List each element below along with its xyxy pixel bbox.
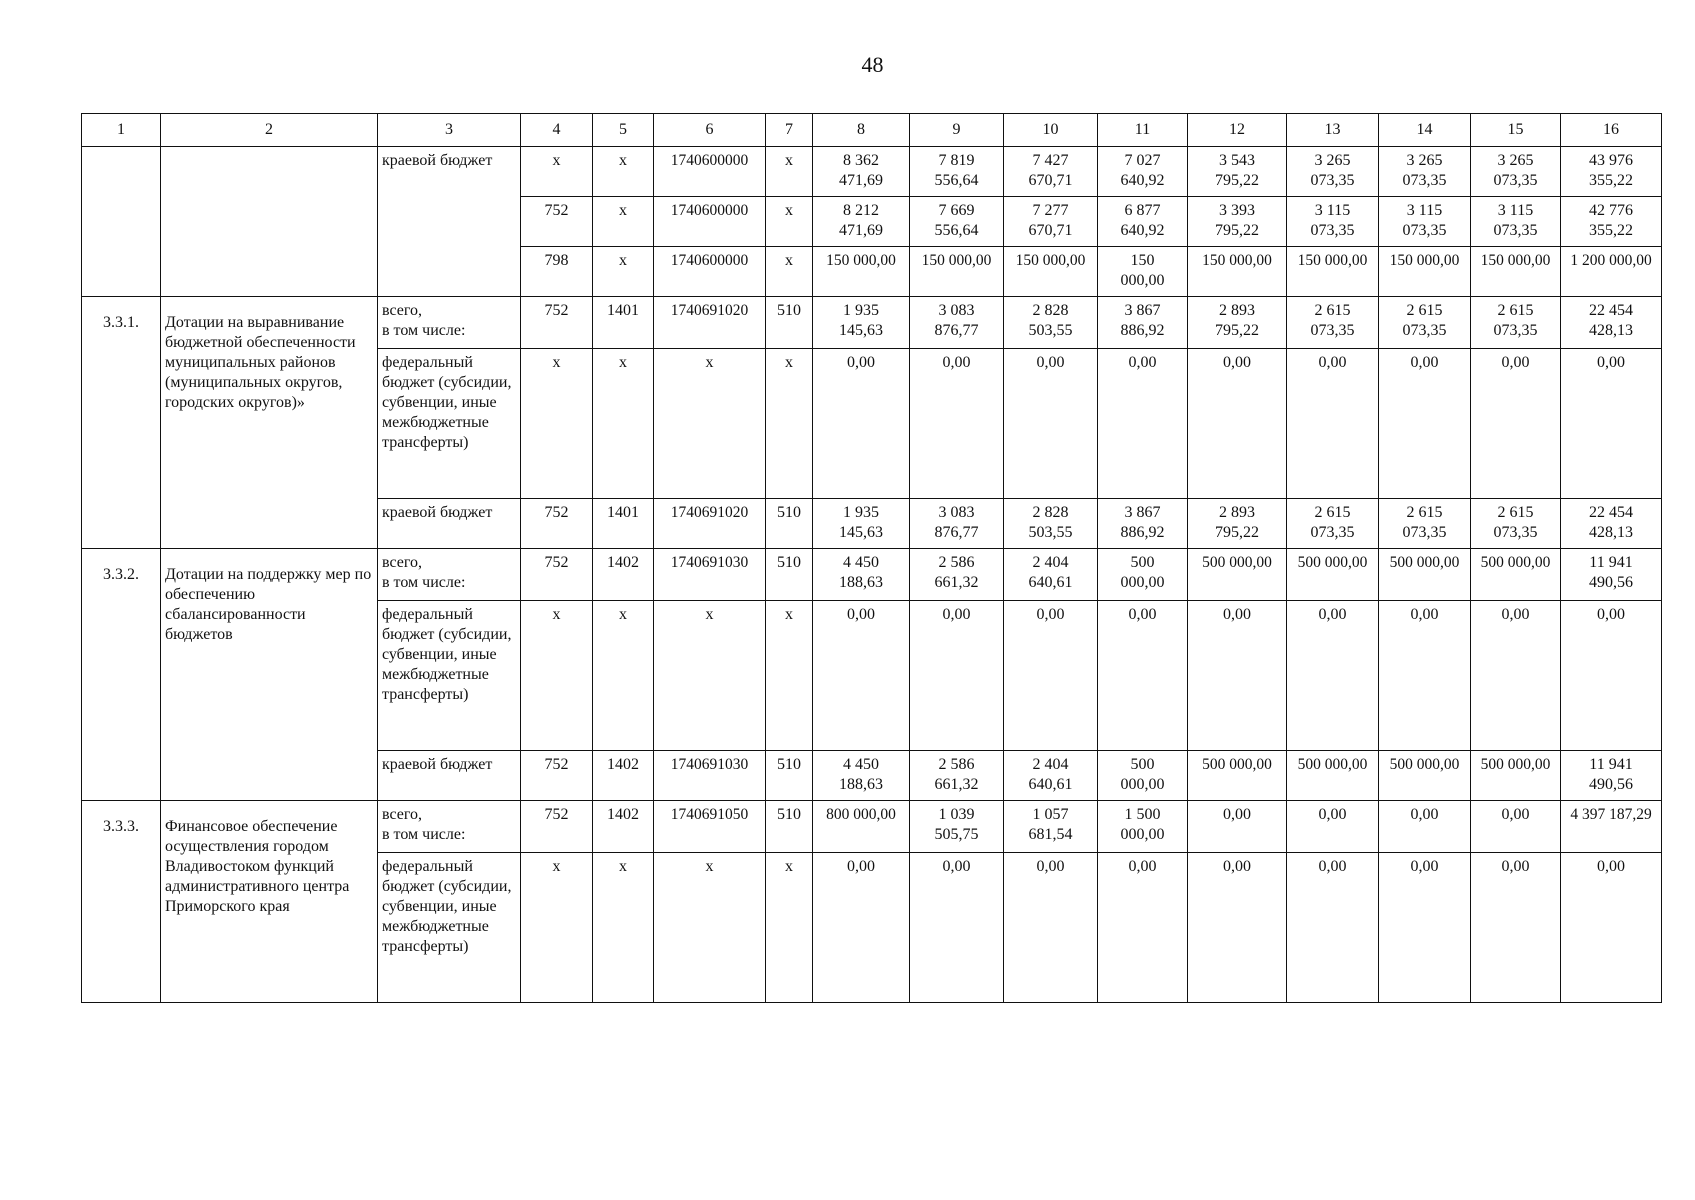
- table-cell: 0,00: [1188, 801, 1287, 853]
- table-cell: 500 000,00: [1188, 751, 1287, 801]
- table-cell: 510: [766, 297, 813, 349]
- table-cell: 1740691030: [654, 751, 766, 801]
- column-header: 9: [910, 114, 1004, 147]
- column-header: 14: [1379, 114, 1471, 147]
- table-cell: 752: [521, 499, 593, 549]
- table-cell: x: [766, 197, 813, 247]
- table-cell: 1 057 681,54: [1004, 801, 1098, 853]
- table-cell: x: [593, 247, 654, 297]
- table-cell: 4 450 188,63: [813, 751, 910, 801]
- column-header: 16: [1561, 114, 1662, 147]
- table-row: [82, 147, 1662, 197]
- table-cell: 500 000,00: [1287, 549, 1379, 601]
- column-header: 11: [1098, 114, 1188, 147]
- table-cell: 500 000,00: [1098, 751, 1188, 801]
- table-cell: 150 000,00: [910, 247, 1004, 297]
- table-cell: 1 935 145,63: [813, 297, 910, 349]
- table-cell: 11 941 490,56: [1561, 549, 1662, 601]
- source-label: всего, в том числе:: [378, 801, 521, 853]
- table-cell: 3 867 886,92: [1098, 297, 1188, 349]
- column-header: 13: [1287, 114, 1379, 147]
- table-cell: 150 000,00: [1471, 247, 1561, 297]
- column-header: 12: [1188, 114, 1287, 147]
- table-cell: x: [654, 601, 766, 751]
- table-cell: 3 115 073,35: [1287, 197, 1379, 247]
- table-cell: 0,00: [813, 853, 910, 1003]
- table-cell: 0,00: [1287, 853, 1379, 1003]
- table-cell: 1402: [593, 801, 654, 853]
- table-cell: 150 000,00: [1098, 247, 1188, 297]
- table-cell: 0,00: [1287, 349, 1379, 499]
- table-cell: 0,00: [1471, 853, 1561, 1003]
- table-cell: 0,00: [1561, 601, 1662, 751]
- table-cell: 150 000,00: [1004, 247, 1098, 297]
- source-label: всего, в том числе:: [378, 297, 521, 349]
- table-cell: 0,00: [1379, 853, 1471, 1003]
- column-header: 15: [1471, 114, 1561, 147]
- table-cell: x: [654, 349, 766, 499]
- table-cell: 1 039 505,75: [910, 801, 1004, 853]
- header-row: [82, 114, 1662, 147]
- table-cell: 0,00: [1471, 801, 1561, 853]
- table-cell: 1 200 000,00: [1561, 247, 1662, 297]
- table-cell: x: [521, 147, 593, 197]
- table-cell: 11 941 490,56: [1561, 751, 1662, 801]
- table-cell: 0,00: [1471, 349, 1561, 499]
- table-cell: 510: [766, 751, 813, 801]
- empty-cell: [161, 147, 378, 297]
- source-label: федеральный бюджет (субсидии, субвенции, иные межбюджетные трансферты): [378, 853, 521, 1003]
- table-cell: 0,00: [1188, 853, 1287, 1003]
- table-cell: 2 404 640,61: [1004, 751, 1098, 801]
- table-cell: 3 265 073,35: [1379, 147, 1471, 197]
- table-cell: 1740600000: [654, 247, 766, 297]
- column-header: 6: [654, 114, 766, 147]
- table-row: [82, 297, 1662, 349]
- table-body: [82, 114, 1662, 1003]
- table-cell: 2 615 073,35: [1379, 297, 1471, 349]
- table-cell: x: [521, 601, 593, 751]
- table-cell: 798: [521, 247, 593, 297]
- item-number: 3.3.2.: [82, 549, 161, 801]
- table-cell: x: [766, 349, 813, 499]
- table-cell: x: [593, 147, 654, 197]
- table-cell: 1740691030: [654, 549, 766, 601]
- table-cell: 3 083 876,77: [910, 297, 1004, 349]
- table-cell: 0,00: [1098, 601, 1188, 751]
- table-cell: 22 454 428,13: [1561, 297, 1662, 349]
- table-cell: 500 000,00: [1188, 549, 1287, 601]
- table-cell: 1 935 145,63: [813, 499, 910, 549]
- table-cell: 752: [521, 801, 593, 853]
- column-header: 10: [1004, 114, 1098, 147]
- table-cell: 500 000,00: [1098, 549, 1188, 601]
- table-cell: 0,00: [813, 601, 910, 751]
- table-cell: 150 000,00: [1287, 247, 1379, 297]
- table-cell: 500 000,00: [1471, 751, 1561, 801]
- table-cell: 0,00: [1004, 853, 1098, 1003]
- table-cell: 4 397 187,29: [1561, 801, 1662, 853]
- table-cell: 2 615 073,35: [1379, 499, 1471, 549]
- table-cell: 800 000,00: [813, 801, 910, 853]
- table-cell: 0,00: [910, 853, 1004, 1003]
- table-cell: 1401: [593, 499, 654, 549]
- empty-cell: [82, 147, 161, 297]
- table-cell: 0,00: [1004, 349, 1098, 499]
- column-header: 1: [82, 114, 161, 147]
- column-header: 4: [521, 114, 593, 147]
- table-cell: 0,00: [1188, 601, 1287, 751]
- table-cell: x: [593, 349, 654, 499]
- table-cell: 0,00: [1379, 349, 1471, 499]
- table-cell: 22 454 428,13: [1561, 499, 1662, 549]
- table-cell: 150 000,00: [1188, 247, 1287, 297]
- table-cell: x: [654, 853, 766, 1003]
- table-cell: 150 000,00: [1379, 247, 1471, 297]
- table-cell: 500 000,00: [1379, 549, 1471, 601]
- table-cell: 0,00: [1287, 601, 1379, 751]
- table-cell: x: [766, 853, 813, 1003]
- table-cell: 2 828 503,55: [1004, 297, 1098, 349]
- table-cell: 150 000,00: [813, 247, 910, 297]
- table-cell: 2 615 073,35: [1471, 297, 1561, 349]
- table-cell: 8 212 471,69: [813, 197, 910, 247]
- table-cell: 3 867 886,92: [1098, 499, 1188, 549]
- table-cell: 0,00: [1098, 853, 1188, 1003]
- table-cell: 7 819 556,64: [910, 147, 1004, 197]
- table-cell: x: [766, 601, 813, 751]
- column-header: 5: [593, 114, 654, 147]
- column-header: 3: [378, 114, 521, 147]
- budget-table: [81, 113, 1662, 1003]
- table-cell: x: [593, 601, 654, 751]
- source-label: всего, в том числе:: [378, 549, 521, 601]
- table-cell: 2 615 073,35: [1287, 499, 1379, 549]
- table-cell: 2 893 795,22: [1188, 499, 1287, 549]
- table-cell: 43 976 355,22: [1561, 147, 1662, 197]
- table-cell: 3 543 795,22: [1188, 147, 1287, 197]
- table-cell: 500 000,00: [1471, 549, 1561, 601]
- table-cell: 0,00: [1098, 349, 1188, 499]
- table-cell: 752: [521, 549, 593, 601]
- table-cell: 1740600000: [654, 197, 766, 247]
- table-cell: 4 450 188,63: [813, 549, 910, 601]
- table-cell: 510: [766, 549, 813, 601]
- table-cell: 752: [521, 197, 593, 247]
- table-row: [82, 549, 1662, 601]
- table-cell: 2 404 640,61: [1004, 549, 1098, 601]
- table-cell: 3 265 073,35: [1287, 147, 1379, 197]
- source-label: краевой бюджет: [378, 147, 521, 297]
- table-cell: 0,00: [1188, 349, 1287, 499]
- table-cell: 0,00: [1561, 853, 1662, 1003]
- table-cell: 3 115 073,35: [1379, 197, 1471, 247]
- source-label: федеральный бюджет (субсидии, субвенции, иные межбюджетные трансферты): [378, 601, 521, 751]
- table-cell: x: [766, 147, 813, 197]
- table-cell: 2 828 503,55: [1004, 499, 1098, 549]
- table-cell: 1402: [593, 751, 654, 801]
- table-cell: 2 586 661,32: [910, 751, 1004, 801]
- item-name: Финансовое обеспечение осуществления городом Владивостоком функций административного центра Приморского края: [161, 801, 378, 1003]
- table-cell: 0,00: [1379, 801, 1471, 853]
- table-cell: 2 615 073,35: [1471, 499, 1561, 549]
- table-cell: 500 000,00: [1379, 751, 1471, 801]
- table-cell: 7 277 670,71: [1004, 197, 1098, 247]
- table-cell: 0,00: [1379, 601, 1471, 751]
- table-cell: x: [521, 853, 593, 1003]
- table-row: [82, 801, 1662, 853]
- column-header: 8: [813, 114, 910, 147]
- table-cell: 1401: [593, 297, 654, 349]
- table-cell: 3 115 073,35: [1471, 197, 1561, 247]
- source-label: федеральный бюджет (субсидии, субвенции, иные межбюджетные трансферты): [378, 349, 521, 499]
- table-cell: 752: [521, 751, 593, 801]
- table-cell: 7 027 640,92: [1098, 147, 1188, 197]
- item-name: Дотации на поддержку мер по обеспечению сбалансированности бюджетов: [161, 549, 378, 801]
- table-cell: 0,00: [1561, 349, 1662, 499]
- item-name: Дотации на выравнивание бюджетной обеспеченности муниципальных районов (муниципальных округов, городских округов)»: [161, 297, 378, 549]
- table-cell: x: [521, 349, 593, 499]
- source-label: краевой бюджет: [378, 751, 521, 801]
- page-number: 48: [861, 52, 884, 77]
- table-cell: 8 362 471,69: [813, 147, 910, 197]
- table-cell: 6 877 640,92: [1098, 197, 1188, 247]
- table-cell: 2 893 795,22: [1188, 297, 1287, 349]
- table-cell: 500 000,00: [1287, 751, 1379, 801]
- column-header: 7: [766, 114, 813, 147]
- table-cell: 0,00: [1287, 801, 1379, 853]
- table-cell: 0,00: [813, 349, 910, 499]
- item-number: 3.3.1.: [82, 297, 161, 549]
- table-cell: 0,00: [1471, 601, 1561, 751]
- table-cell: 752: [521, 297, 593, 349]
- table-cell: 2 586 661,32: [910, 549, 1004, 601]
- table-cell: x: [766, 247, 813, 297]
- table-cell: 510: [766, 801, 813, 853]
- table-cell: x: [593, 197, 654, 247]
- table-cell: 7 669 556,64: [910, 197, 1004, 247]
- table-cell: 0,00: [910, 349, 1004, 499]
- table-cell: 0,00: [910, 601, 1004, 751]
- table-cell: 1740691020: [654, 499, 766, 549]
- table-cell: 42 776 355,22: [1561, 197, 1662, 247]
- table-cell: x: [593, 853, 654, 1003]
- table-cell: 3 265 073,35: [1471, 147, 1561, 197]
- column-header: 2: [161, 114, 378, 147]
- table-cell: 3 083 876,77: [910, 499, 1004, 549]
- table-cell: 1740691020: [654, 297, 766, 349]
- table-cell: 7 427 670,71: [1004, 147, 1098, 197]
- table-cell: 1402: [593, 549, 654, 601]
- table-cell: 1 500 000,00: [1098, 801, 1188, 853]
- table-cell: 3 393 795,22: [1188, 197, 1287, 247]
- table-cell: 0,00: [1004, 601, 1098, 751]
- table-cell: 1740691050: [654, 801, 766, 853]
- table-cell: 1740600000: [654, 147, 766, 197]
- item-number: 3.3.3.: [82, 801, 161, 1003]
- source-label: краевой бюджет: [378, 499, 521, 549]
- table-cell: 510: [766, 499, 813, 549]
- table-cell: 2 615 073,35: [1287, 297, 1379, 349]
